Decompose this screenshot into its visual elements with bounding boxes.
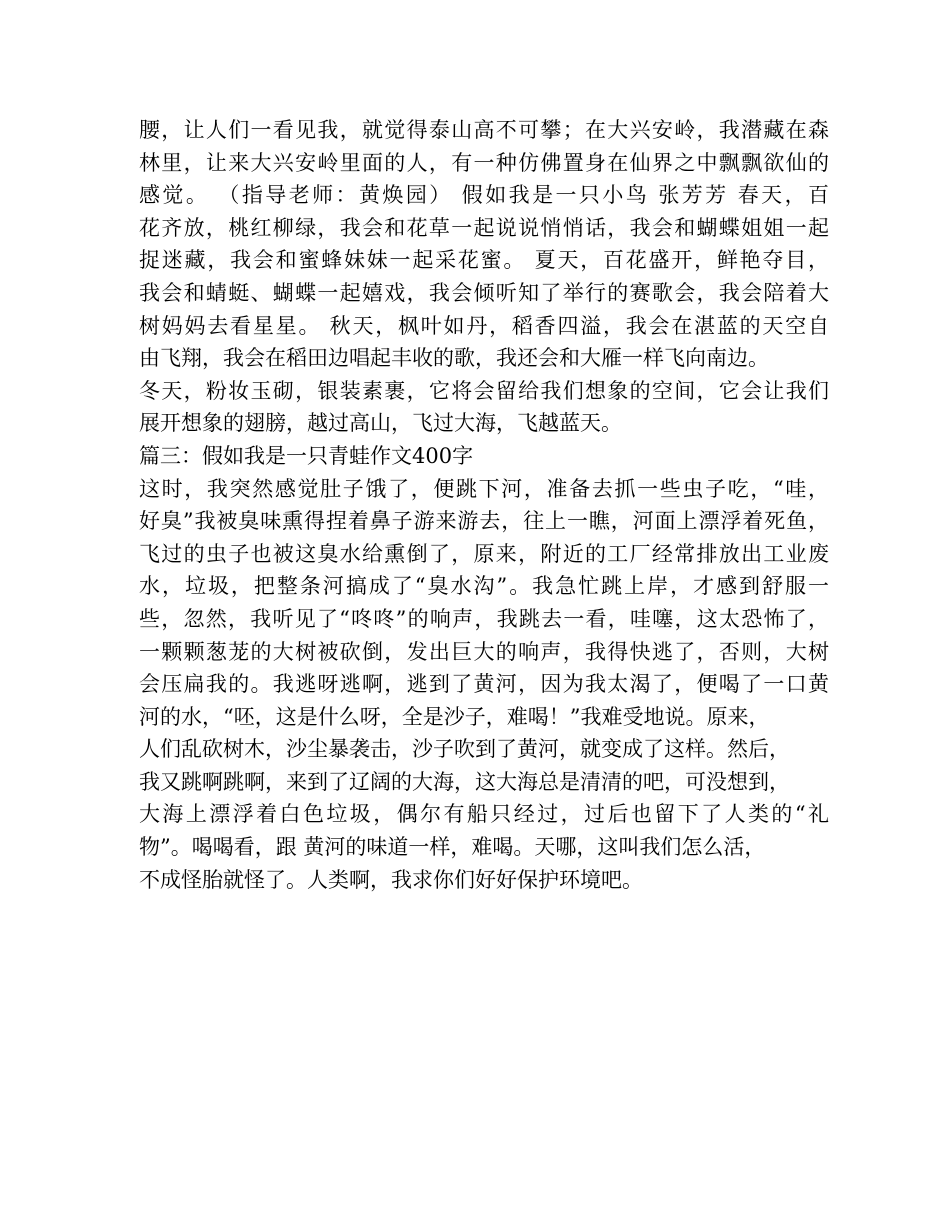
text-line: 大海上漂浮着白色垃圾，偶尔有船只经过，过后也留下了人类的“礼: [139, 802, 829, 827]
text-line: 我又跳啊跳啊，来到了辽阔的大海，这大海总是清清的吧，可没想到，: [139, 769, 790, 794]
text-line: 冬天，粉妆玉砌，银装素裹，它将会留给我们想象的空间，它会让我们: [139, 378, 829, 403]
text-line: 不成怪胎就怪了。人类啊，我求你们好好保护环境吧。: [139, 867, 643, 892]
text-line: 花齐放，桃红柳绿，我会和花草一起说说悄悄话，我会和蝴蝶姐姐一起: [139, 215, 829, 240]
section-heading: 篇三：假如我是一只青蛙作文400字: [139, 443, 474, 468]
text-line: 感觉。 （指导老师：黄焕园） 假如我是一只小鸟 张芳芳 春天，百: [139, 183, 829, 208]
text-line: 河的水，“呸，这是什么呀，全是沙子，难喝！”我难受地说。原来，: [139, 704, 770, 729]
text-line: 树妈妈去看星星。 秋天，枫叶如丹，稻香四溢，我会在湛蓝的天空自: [139, 313, 829, 338]
text-line: 捉迷藏，我会和蜜蜂妹妹一起采花蜜。 夏天，百花盛开，鲜艳夺目，: [139, 248, 829, 273]
text-line: 飞过的虫子也被这臭水给熏倒了，原来，附近的工厂经常排放出工业废: [139, 541, 829, 566]
text-line: 好臭”我被臭味熏得捏着鼻子游来游去，往上一瞧，河面上漂浮着死鱼，: [139, 509, 829, 534]
text-line: 会压扁我的。我逃呀逃啊，逃到了黄河，因为我太渴了，便喝了一口黄: [139, 672, 829, 697]
text-line: 一颗颗葱茏的大树被砍倒，发出巨大的响声，我得快逃了，否则，大树: [139, 639, 829, 664]
text-line: 这时，我突然感觉肚子饿了，便跳下河，准备去抓一些虫子吃，“哇，: [139, 476, 829, 501]
text-line: 水，垃圾，把整条河搞成了“臭水沟”。我急忙跳上岸，才感到舒服一: [139, 574, 829, 599]
document-body: [139, 114, 829, 896]
text-line: 腰，让人们一看见我，就觉得泰山高不可攀；在大兴安岭，我潜藏在森: [139, 118, 829, 142]
text-line: 物”。喝喝看，跟 黄河的味道一样，难喝。天哪，这叫我们怎么活，: [139, 835, 766, 860]
text-line: 林里，让来大兴安岭里面的人，有一种仿佛置身在仙界之中飘飘欲仙的: [139, 150, 829, 175]
text-line: 由飞翔，我会在稻田边唱起丰收的歌，我还会和大雁一样飞向南边。: [139, 346, 769, 371]
text-line: 展开想象的翅膀，越过高山，飞过大海，飞越蓝天。: [139, 411, 622, 436]
text-line: 我会和蜻蜓、蝴蝶一起嬉戏，我会倾听知了举行的赛歌会，我会陪着大: [139, 280, 829, 305]
text-line: 人们乱砍树木，沙尘暴袭击，沙子吹到了黄河，就变成了这样。然后，: [139, 737, 790, 762]
text-line: 些，忽然，我听见了“咚咚”的响声，我跳去一看，哇噻，这太恐怖了，: [139, 606, 829, 631]
